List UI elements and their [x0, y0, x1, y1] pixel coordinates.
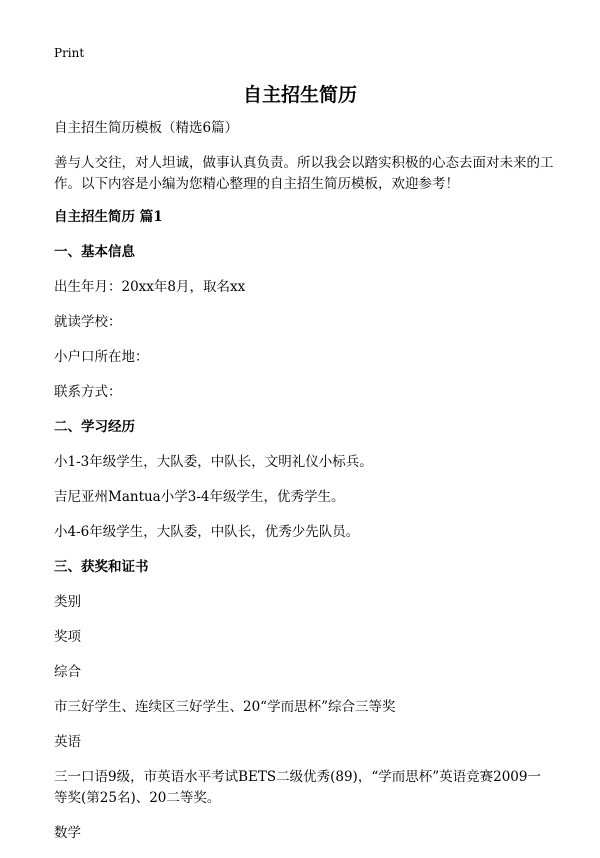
intro-paragraph: 善与人交往，对人坦诚，做事认真负责。所以我会以踏实积极的心态去面对未来的工作。以下内容是小编为您精心整理的自主招生简历模板，欢迎参考！ [54, 155, 554, 192]
awards-line: 市三好学生、连续区三好学生、20“学而思杯”综合三等奖 [54, 699, 396, 715]
study-line: 吉尼亚州Mantua小学3-4年级学生，优秀学生。 [54, 489, 345, 505]
basic-info-heading: 一、基本信息 [54, 244, 135, 260]
awards-line: 奖项 [54, 629, 81, 645]
study-heading: 二、学习经历 [54, 419, 135, 435]
awards-line: 综合 [54, 664, 81, 680]
study-line: 小4-6年级学生，大队委，中队长，优秀少先队员。 [54, 524, 360, 540]
awards-line: 类别 [54, 594, 81, 610]
document-subtitle: 自主招生简历模板（精选6篇） [54, 120, 239, 136]
page-title: 自主招生简历 [242, 84, 357, 106]
section-title: 自主招生简历 篇1 [54, 209, 163, 225]
awards-line: 三一口语9级，市英语水平考试BETS二级优秀(89)，“学而思杯”英语竞赛2009一等奖(第25名)、20二等奖。 [54, 769, 541, 806]
awards-line: 数学 [54, 825, 81, 841]
basic-info-line: 联系方式： [54, 384, 122, 400]
basic-info-line: 就读学校： [54, 314, 122, 330]
print-link[interactable]: Print [54, 46, 85, 60]
study-line: 小1-3年级学生，大队委，中队长，文明礼仪小标兵。 [54, 454, 373, 470]
awards-heading: 三、获奖和证书 [54, 559, 149, 575]
awards-line: 英语 [54, 734, 81, 750]
basic-info-line: 出生年月：20xx年8月，取名xx [54, 279, 246, 295]
basic-info-line: 小户口所在地： [54, 349, 149, 365]
document-body [54, 118, 554, 858]
